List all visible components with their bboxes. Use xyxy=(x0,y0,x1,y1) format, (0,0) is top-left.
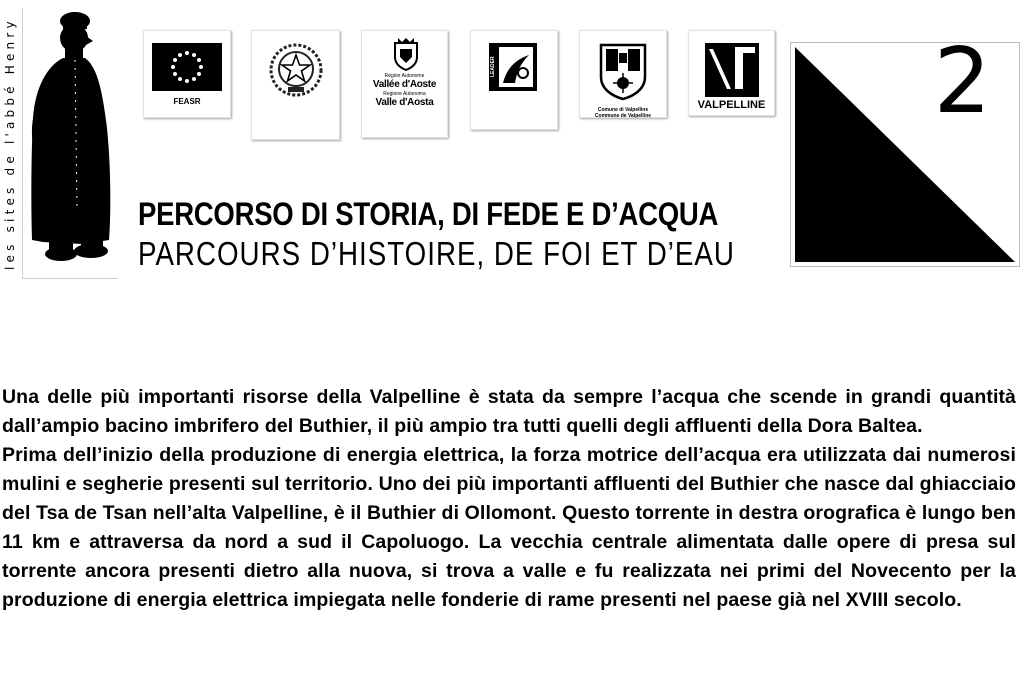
comune-line-1: Comune di Valpelline xyxy=(597,107,649,113)
vertical-caption: les sites de l'abbé Henry xyxy=(3,17,17,270)
paragraph-1: Una delle più importanti risorse della Valpelline è stata da sempre l’acqua che scende in grandi quantità dall’ampio bacino imbrifero del Buthier, il più ampio tra tutti quelli degli affluenti della Dora Baltea. xyxy=(2,386,1016,437)
region-crest-icon xyxy=(392,37,420,71)
paragraph-2: Prima dell’inizio della produzione di energia elettrica, la forza motrice dell’acqua era utilizzata dai numerosi mulini e segherie presenti sul territorio. Uno dei più importanti affluenti del Buthier che nasce dal ghiacciaio del Tsa de Tsan nell’alta Valpelline, è il Buthier di Ollomont. Questo torrente in destra orografica è lungo ben 11 km e attraversa da nord a sud il Capoluogo. La vecchia centrale alimentata dalle opere di presa sul torrente ancora presenti dietro alla nuova, si trova a valle e fu realizzata nei primi del Novecento per la produzione di energia elettrica impiegata nelle fonderie di rame presenti nel paese già nel XVIII secolo. xyxy=(2,444,1016,611)
leader-logo xyxy=(470,30,558,130)
region-line-4: Valle d'Aosta xyxy=(375,97,434,108)
valpelline-emblem-icon xyxy=(705,43,759,97)
region-line-2: Vallée d'Aoste xyxy=(372,79,437,90)
region-valle-aosta-logo xyxy=(361,30,448,138)
title-french: PARCOURS D’HISTOIRE, DE FOI ET D’EAU xyxy=(138,235,735,272)
description-text xyxy=(2,383,1016,615)
silhouette-panel xyxy=(22,8,118,279)
eu-feasr-logo xyxy=(143,30,231,118)
comune-line-2: Commune de Valpelline xyxy=(594,113,652,119)
region-line-3: Regione Autonoma xyxy=(383,91,426,97)
priest-silhouette-image xyxy=(23,8,118,278)
valpelline-label: VALPELLINE xyxy=(697,99,766,111)
eu-flag-icon xyxy=(152,43,222,91)
italian-republic-emblem-logo xyxy=(251,30,340,140)
comune-crest-icon xyxy=(598,41,648,101)
republic-emblem-icon xyxy=(268,41,324,99)
title-italian: PERCORSO DI STORIA, DI FEDE E D’ACQUA xyxy=(138,196,719,232)
comune-valpelline-logo xyxy=(579,30,667,118)
leader-label: LEADER xyxy=(490,56,496,78)
eu-logo-label: FEASR xyxy=(173,97,201,106)
trail-sign xyxy=(790,29,1020,267)
valpelline-logo xyxy=(688,30,775,116)
region-line-1: Région Autonome xyxy=(384,73,425,79)
trail-sign-number: 2 xyxy=(933,29,991,134)
